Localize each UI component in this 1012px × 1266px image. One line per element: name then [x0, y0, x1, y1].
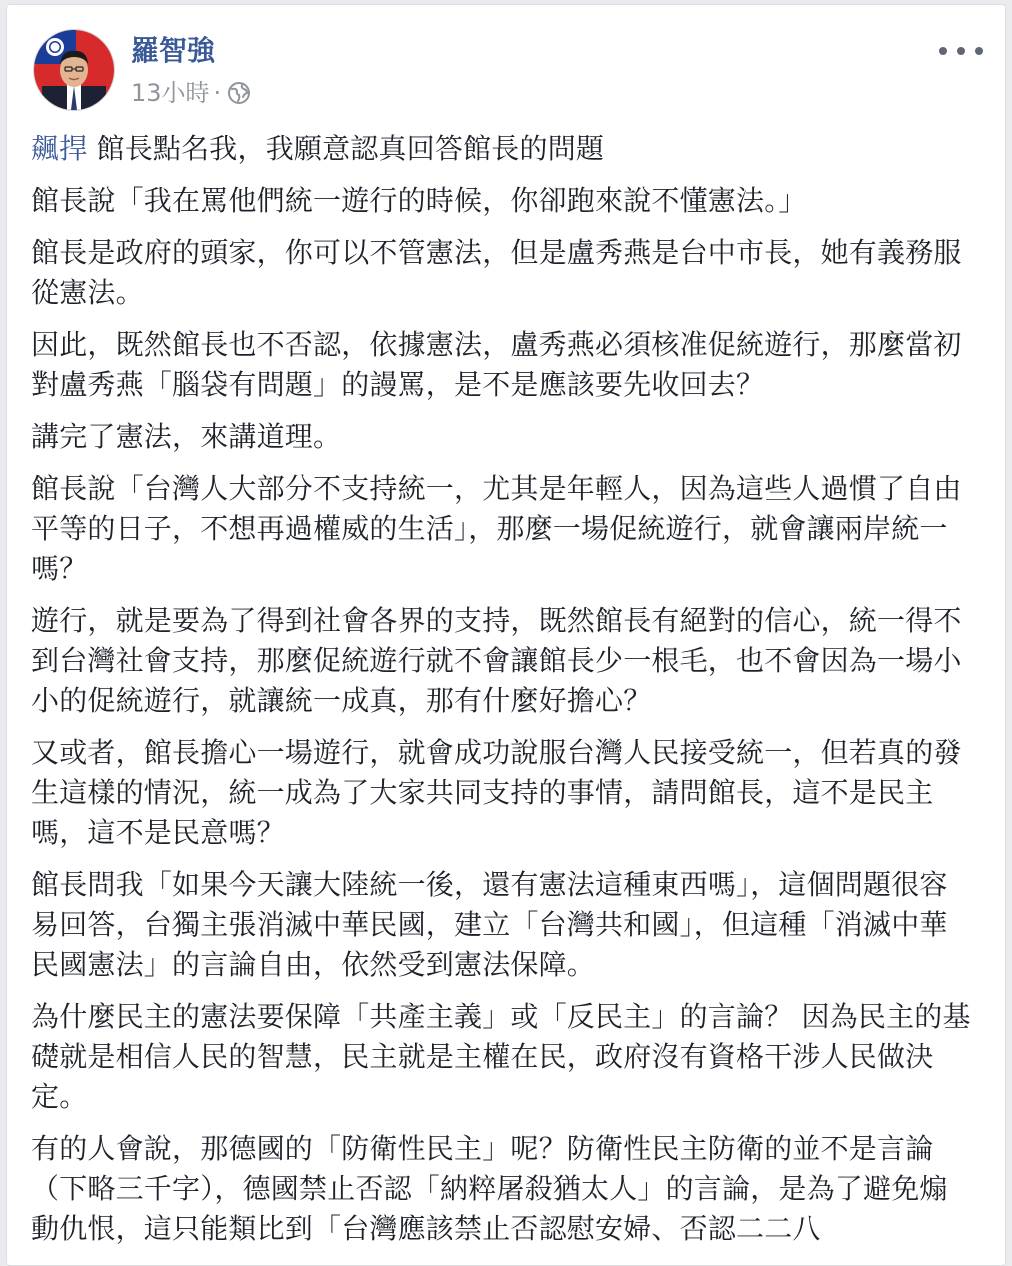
- globe-icon[interactable]: [227, 81, 251, 105]
- avatar-image: [34, 30, 114, 110]
- more-dot: [975, 47, 983, 55]
- post-meta: [131, 77, 251, 109]
- post-paragraph: 館長問我「如果今天讓大陸統一後，還有憲法這種東西嗎」，這個問題很容易回答，台獨主張消滅中華民國，建立「台灣共和國」，但這種「消滅中華民國憲法」的言論自由，依然受到憲法保障。: [31, 868, 948, 981]
- post-paragraph: 有的人會說，那德國的「防衛性民主」呢？防衛性民主防衛的並不是言論（下略三千字），德國禁止否認「納粹屠殺猶太人」的言論，是為了避免煽動仇恨，這只能類比到「台灣應該禁止否認慰安婦、否認二二八: [31, 1132, 948, 1245]
- more-dot: [939, 47, 947, 55]
- post-paragraph: 因此，既然館長也不否認，依據憲法，盧秀燕必須核准促統遊行，那麼當初對盧秀燕「腦袋有問題」的謾罵，是不是應該要先收回去？: [31, 328, 962, 401]
- more-dot: [957, 47, 965, 55]
- post-paragraph: 又或者，館長擔心一場遊行，就會成功說服台灣人民接受統一，但若真的發生這樣的情況，統一成為了大家共同支持的事情，請問館長，這不是民主嗎，這不是民意嗎？: [31, 736, 962, 849]
- hashtag-link[interactable]: 飆捍: [31, 132, 88, 165]
- post-paragraph: 館長說「我在罵他們統一遊行的時候，你卻跑來說不懂憲法。」: [31, 184, 807, 217]
- author-name[interactable]: 羅智強: [131, 34, 216, 67]
- more-options-icon[interactable]: [939, 39, 983, 63]
- avatar[interactable]: [33, 29, 115, 111]
- post-paragraph: 遊行，就是要為了得到社會各界的支持，既然館長有絕對的信心，統一得不到台灣社會支持，那麼促統遊行就不會讓館長少一根毛，也不會因為一場小小的促統遊行，就讓統一成真，那有什麼好擔心？: [31, 604, 962, 717]
- post-paragraph: 館長是政府的頭家，你可以不管憲法，但是盧秀燕是台中市長，她有義務服從憲法。: [31, 236, 962, 309]
- post-timestamp[interactable]: 13小時: [131, 79, 210, 107]
- post-paragraph: 館長說「台灣人大部分不支持統一，尤其是年輕人，因為這些人過慣了自由平等的日子，不想再過權威的生活」，那麼一場促統遊行，就會讓兩岸統一嗎？: [31, 472, 962, 585]
- post-body: [31, 129, 975, 1261]
- post-header: [33, 29, 983, 113]
- post-paragraph: 為什麼民主的憲法要保障「共產主義」或「反民主」的言論？ 因為民主的基礎就是相信人民的智慧，民主就是主權在民，政府沒有資格干涉人民做決定。: [31, 1000, 971, 1113]
- post-card: [6, 4, 1006, 1266]
- post-paragraph: 講完了憲法，來講道理。: [31, 420, 342, 453]
- first-line-text: 館長點名我，我願意認真回答館長的問題: [87, 132, 605, 165]
- post-first-line: [31, 129, 975, 169]
- meta-separator: ·: [213, 79, 222, 107]
